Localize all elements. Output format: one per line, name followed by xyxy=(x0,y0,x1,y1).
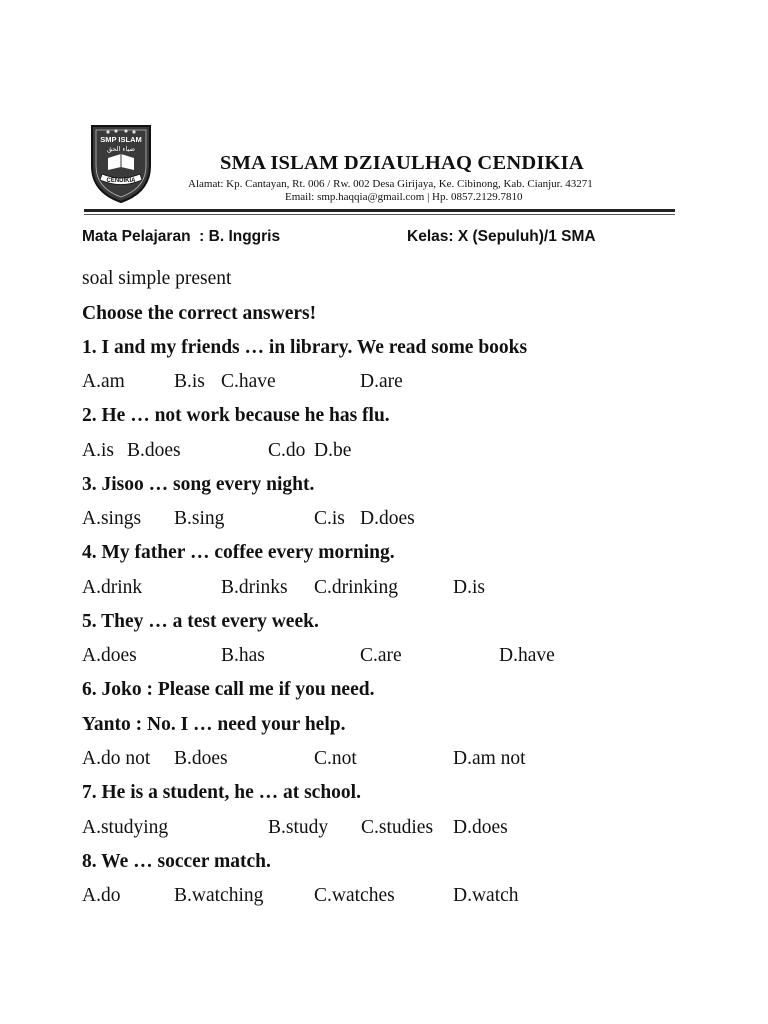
question-7: 7. He is a student, he … at school. xyxy=(82,782,361,803)
q8-option-a: A.do xyxy=(82,885,121,906)
topic-text: soal simple present xyxy=(82,268,232,289)
q2-option-a: A.is xyxy=(82,440,114,461)
q7-option-d: D.does xyxy=(453,817,508,838)
q3-option-d: D.does xyxy=(360,508,415,529)
q7-option-a: A.studying xyxy=(82,817,169,838)
q2-option-c: C.do xyxy=(268,440,306,461)
q4-option-a: A.drink xyxy=(82,577,143,598)
class-label: Kelas: X (Sepuluh)/1 SMA xyxy=(407,228,596,245)
question-6-line-2: Yanto : No. I … need your help. xyxy=(82,714,346,735)
q2-option-b: B.does xyxy=(127,440,181,461)
q6-option-a: A.do not xyxy=(82,748,151,769)
school-name: SMA ISLAM DZIAULHAQ CENDIKIA xyxy=(220,152,584,174)
instruction-text: Choose the correct answers! xyxy=(82,303,317,324)
q2-option-d: D.be xyxy=(314,440,352,461)
q8-option-d: D.watch xyxy=(453,885,519,906)
question-1: 1. I and my friends … in library. We read some books xyxy=(82,337,528,358)
q6-option-c: C.not xyxy=(314,748,357,769)
q5-option-a: A.does xyxy=(82,645,137,666)
question-5: 5. They … a test every week. xyxy=(82,611,319,632)
school-contact: Email: smp.haqqia@gmail.com | Hp. 0857.2129.7810 xyxy=(285,191,523,203)
q6-option-d: D.am not xyxy=(453,748,526,769)
q4-option-c: C.drinking xyxy=(314,577,398,598)
q5-option-b: B.has xyxy=(221,645,265,666)
school-address: Alamat: Kp. Cantayan, Rt. 006 / Rw. 002 Desa Girijaya, Ke. Cibinong, Kab. Cianjur. 43271 xyxy=(188,178,593,190)
q3-option-b: B.sing xyxy=(174,508,225,529)
question-3: 3. Jisoo … song every night. xyxy=(82,474,315,495)
question-2: 2. He … not work because he has flu. xyxy=(82,405,390,426)
school-crest-icon xyxy=(86,122,156,204)
question-8: 8. We … soccer match. xyxy=(82,851,271,872)
q1-option-a: A.am xyxy=(82,371,125,392)
crest-top-text: SMP ISLAM xyxy=(100,135,142,144)
q8-option-c: C.watches xyxy=(314,885,395,906)
q4-option-b: B.drinks xyxy=(221,577,288,598)
subject-label: Mata Pelajaran : B. Inggris xyxy=(82,228,281,245)
q4-option-d: D.is xyxy=(453,577,485,598)
q8-option-b: B.watching xyxy=(174,885,264,906)
q1-option-b: B.is xyxy=(174,371,205,392)
q7-option-b: B.study xyxy=(268,817,329,838)
q5-option-d: D.have xyxy=(499,645,555,666)
q6-option-b: B.does xyxy=(174,748,228,769)
q1-option-d: D.are xyxy=(360,371,403,392)
header-divider-thin xyxy=(84,214,675,215)
crest-bottom-text: CENDIKIA xyxy=(106,178,136,184)
crest-arabic-text: ضياء الحق xyxy=(107,145,135,153)
header-divider xyxy=(84,209,675,212)
question-6: 6. Joko : Please call me if you need. xyxy=(82,679,375,700)
q3-option-a: A.sings xyxy=(82,508,142,529)
q5-option-c: C.are xyxy=(360,645,402,666)
q1-option-c: C.have xyxy=(221,371,276,392)
q7-option-c: C.studies xyxy=(361,817,434,838)
q3-option-c: C.is xyxy=(314,508,345,529)
question-4: 4. My father … coffee every morning. xyxy=(82,542,395,563)
